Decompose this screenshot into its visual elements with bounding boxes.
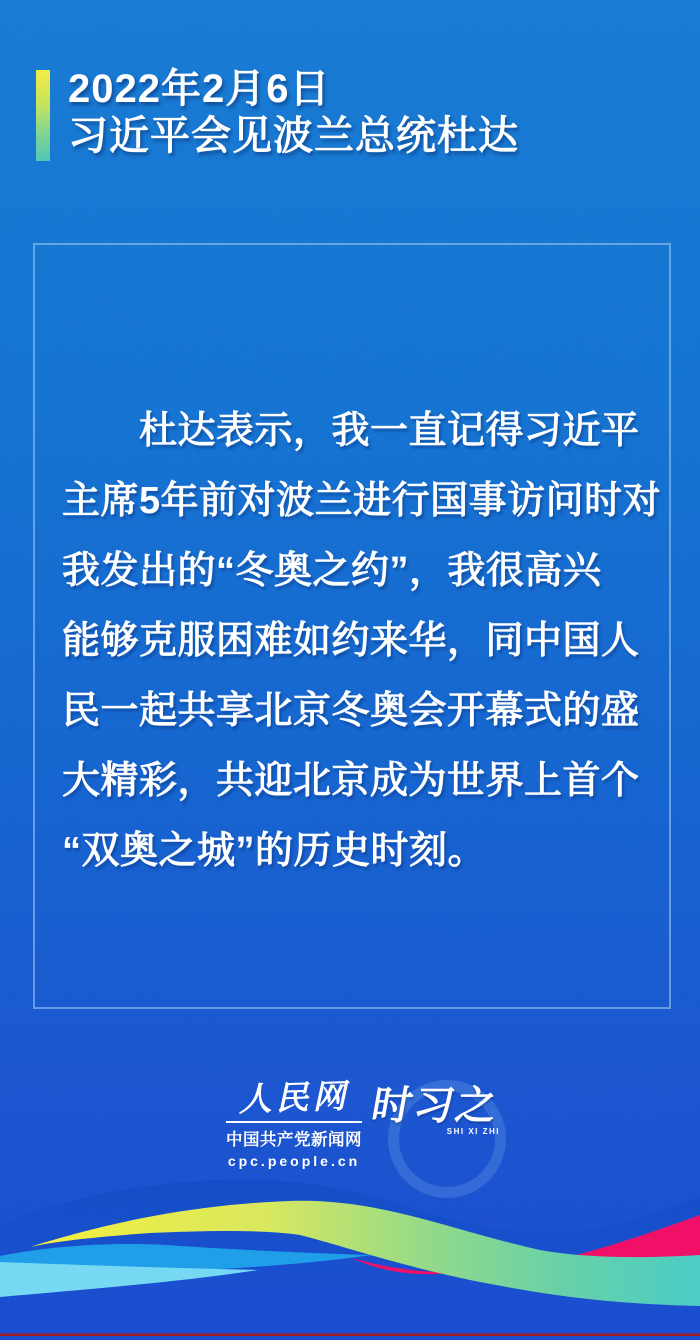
header-date: 2022年2月6日 — [68, 67, 331, 111]
shixizhi-logo — [368, 1084, 504, 1136]
quote-line: 大精彩，共迎北京成为世界上首个 — [62, 760, 640, 802]
quote-line: 我发出的“冬奥之约”，我很高兴 — [62, 550, 602, 592]
quote-line: 主席5年前对波兰进行国事访问时对 — [62, 480, 662, 522]
quote-text — [62, 396, 662, 886]
decorative-waves — [0, 1170, 700, 1340]
quote-line: “双奥之城”的历史时刻。 — [62, 830, 487, 872]
shixizhi-text: 时习之 — [368, 1084, 502, 1128]
cpc-news-site-name: 中国共产党新闻网 — [226, 1131, 362, 1149]
accent-gradient-bar — [36, 70, 50, 161]
quote-line: 民一起共享北京冬奥会开幕式的盛 — [62, 690, 640, 732]
page-title: 习近平会见波兰总统杜达 — [68, 114, 519, 158]
quote-line: 杜达表示，我一直记得习近平 — [139, 410, 640, 452]
shixizhi-pinyin: SHI XI ZHI — [446, 1127, 500, 1136]
cpc-news-domain: cpc.people.cn — [227, 1153, 361, 1169]
quote-line: 能够克服困难如约来华，同中国人 — [62, 620, 640, 662]
logo-divider-line — [226, 1121, 362, 1123]
header — [68, 66, 519, 160]
people-net-script-logo: 人民网 — [237, 1077, 351, 1118]
bottom-red-line — [0, 1334, 700, 1337]
people-daily-logo — [224, 1078, 364, 1169]
